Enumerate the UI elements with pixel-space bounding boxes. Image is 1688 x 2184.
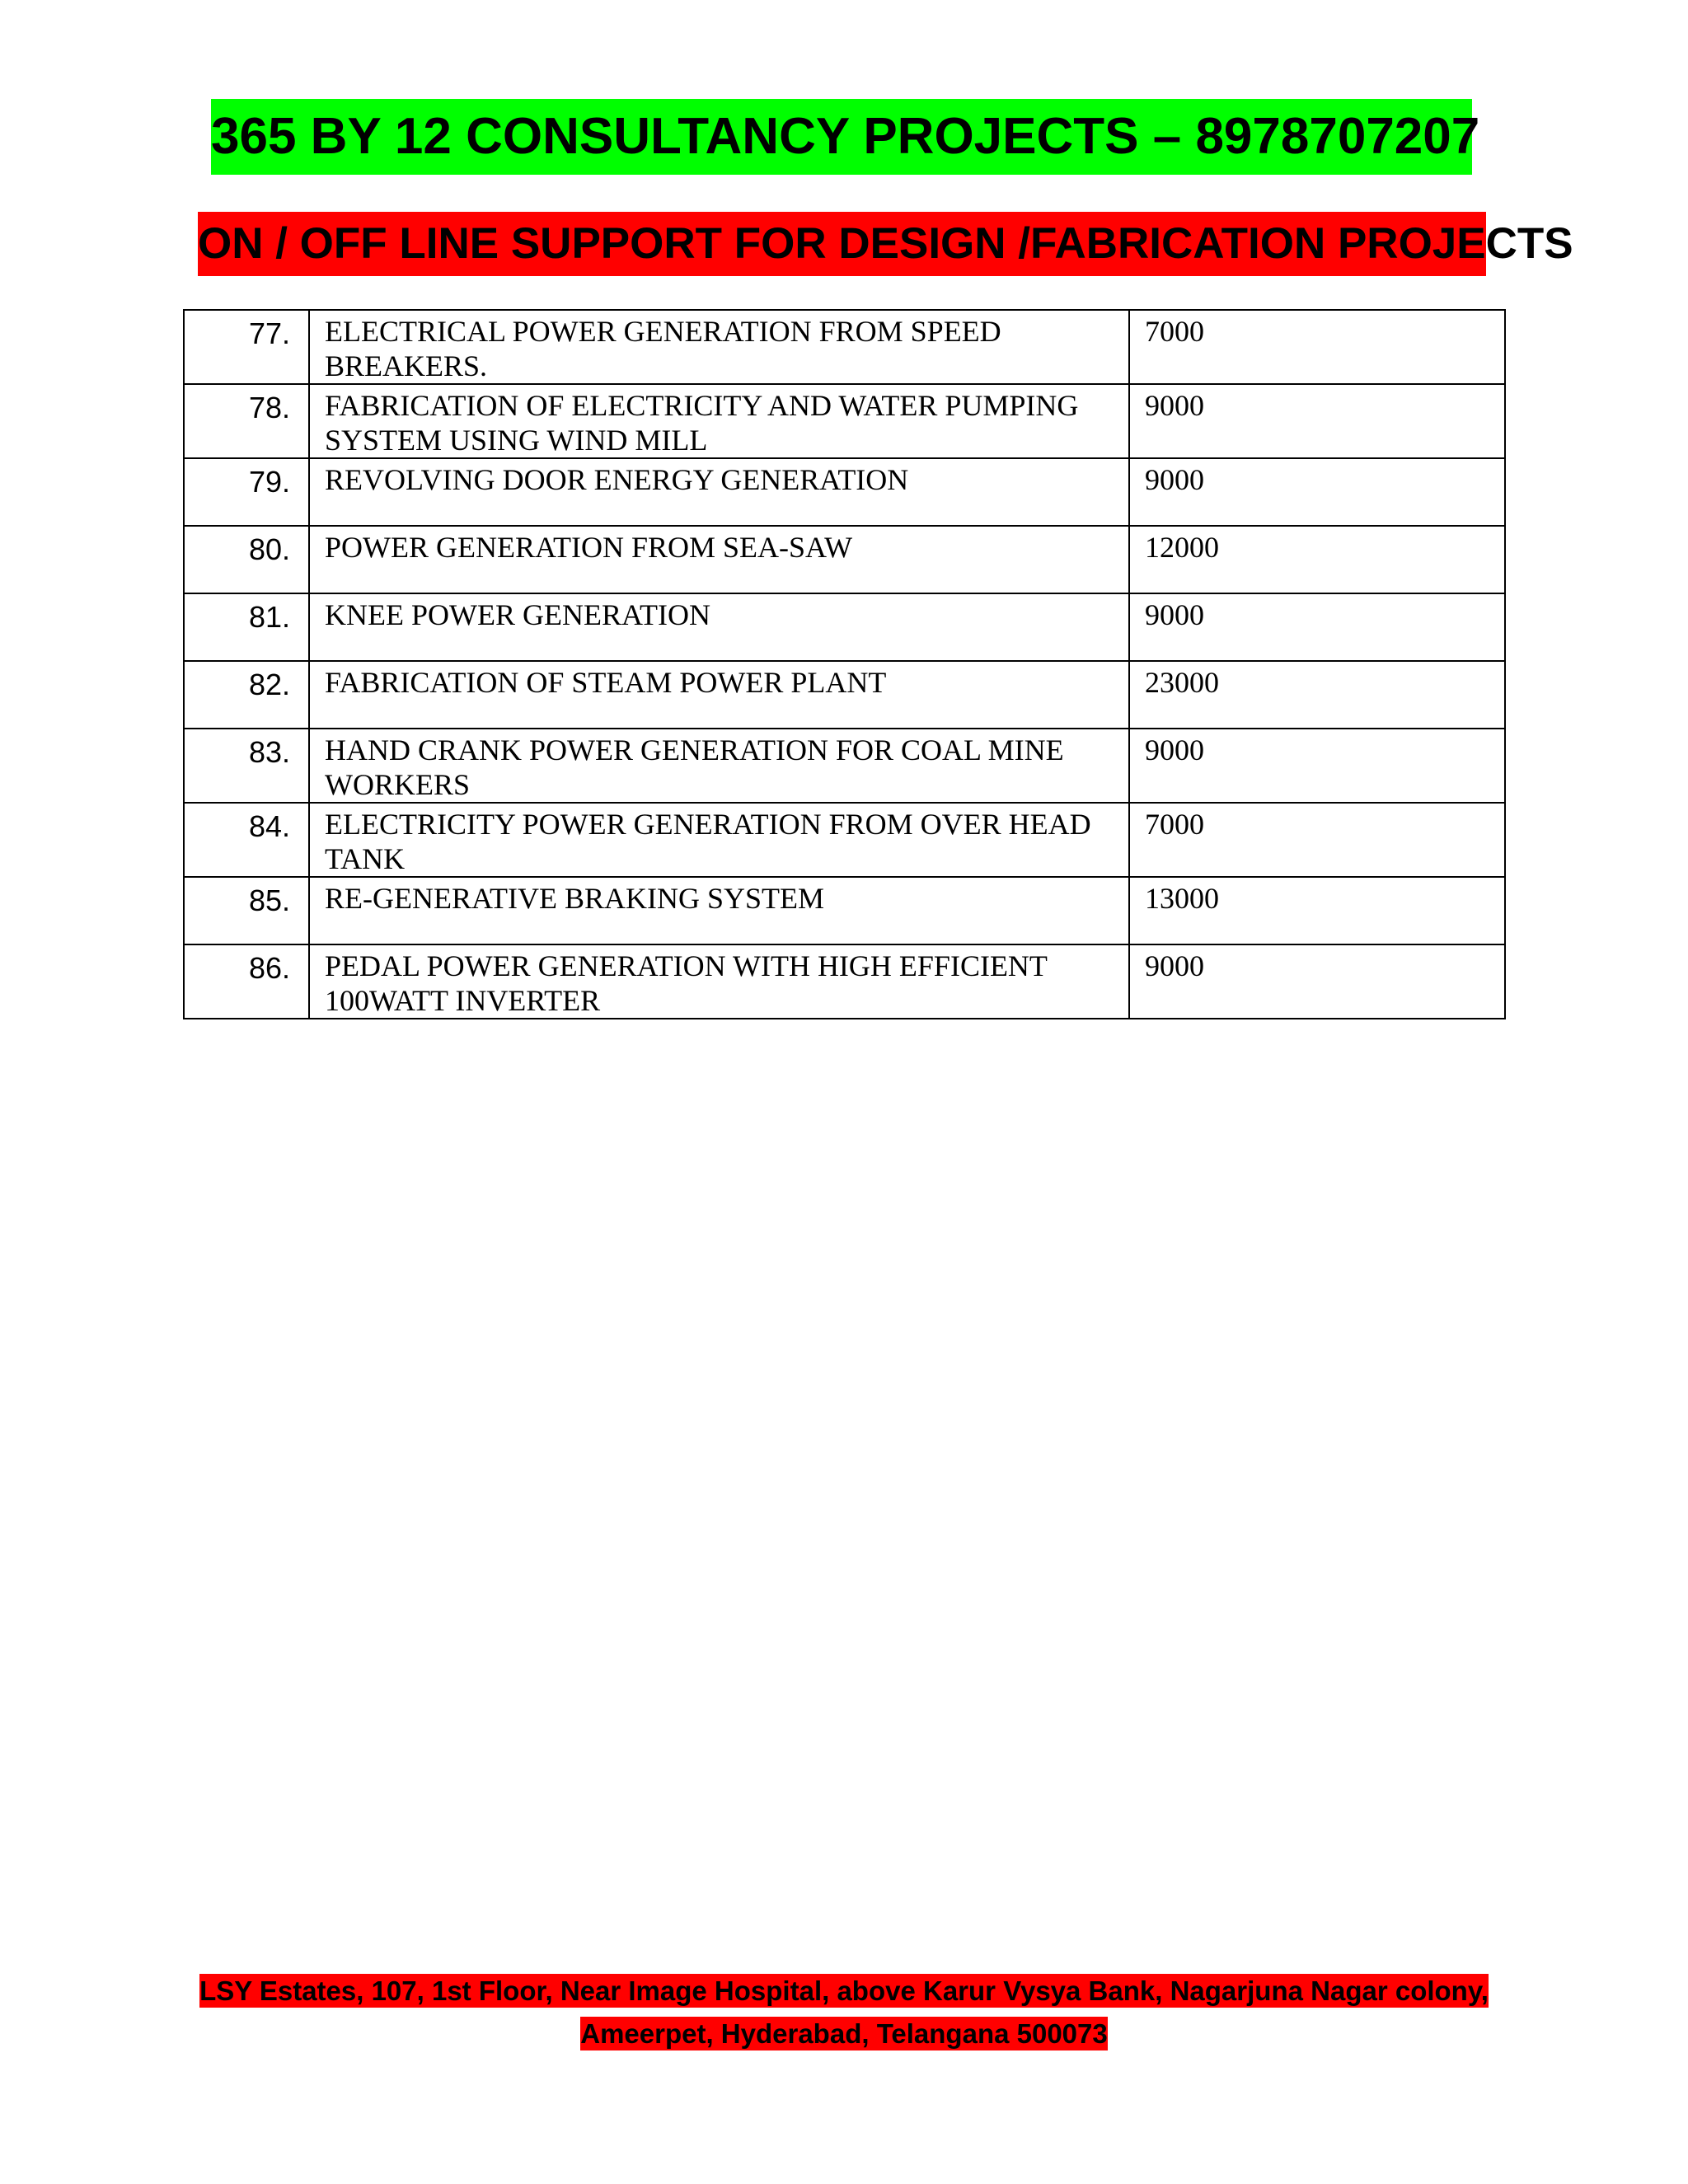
table-row — [184, 384, 1505, 458]
project-price: 9000 — [1129, 593, 1505, 661]
table-row — [184, 310, 1505, 384]
project-price: 9000 — [1129, 458, 1505, 526]
table-row — [184, 526, 1505, 593]
table-row — [184, 803, 1505, 877]
table-row — [184, 944, 1505, 1019]
project-number: 82. — [184, 661, 309, 729]
page-title: 365 BY 12 CONSULTANCY PROJECTS – 8978707207 — [211, 99, 1472, 175]
project-title: FABRICATION OF ELECTRICITY AND WATER PUMPING SYSTEM USING WIND MILL — [309, 384, 1129, 458]
project-price: 9000 — [1129, 729, 1505, 803]
table-row — [184, 458, 1505, 526]
address-line-2: Ameerpet, Hyderabad, Telangana 500073 — [580, 2018, 1108, 2049]
project-number: 86. — [184, 944, 309, 1019]
project-number: 85. — [184, 877, 309, 944]
project-title: POWER GENERATION FROM SEA-SAW — [309, 526, 1129, 593]
project-price: 9000 — [1129, 384, 1505, 458]
project-number: 80. — [184, 526, 309, 593]
page-subtitle: ON / OFF LINE SUPPORT FOR DESIGN /FABRICATION PROJECTS — [198, 212, 1486, 276]
footer-address — [0, 1970, 1688, 2055]
table-row — [184, 729, 1505, 803]
project-title: RE-GENERATIVE BRAKING SYSTEM — [309, 877, 1129, 944]
table-row — [184, 877, 1505, 944]
project-number: 81. — [184, 593, 309, 661]
project-price: 13000 — [1129, 877, 1505, 944]
project-number: 77. — [184, 310, 309, 384]
address-line-1: LSY Estates, 107, 1st Floor, Near Image Hospital, above Karur Vysya Bank, Nagarjuna Nagar colony, — [199, 1975, 1489, 2006]
project-number: 83. — [184, 729, 309, 803]
project-title: HAND CRANK POWER GENERATION FOR COAL MINE WORKERS — [309, 729, 1129, 803]
project-number: 79. — [184, 458, 309, 526]
project-title: ELECTRICITY POWER GENERATION FROM OVER HEAD TANK — [309, 803, 1129, 877]
project-number: 84. — [184, 803, 309, 877]
table-row — [184, 593, 1505, 661]
project-price: 9000 — [1129, 944, 1505, 1019]
projects-table — [183, 309, 1506, 1019]
project-title: KNEE POWER GENERATION — [309, 593, 1129, 661]
table-row — [184, 661, 1505, 729]
project-price: 7000 — [1129, 310, 1505, 384]
project-price: 23000 — [1129, 661, 1505, 729]
project-title: PEDAL POWER GENERATION WITH HIGH EFFICIENT 100WATT INVERTER — [309, 944, 1129, 1019]
project-price: 12000 — [1129, 526, 1505, 593]
project-title: FABRICATION OF STEAM POWER PLANT — [309, 661, 1129, 729]
project-number: 78. — [184, 384, 309, 458]
project-price: 7000 — [1129, 803, 1505, 877]
project-title: REVOLVING DOOR ENERGY GENERATION — [309, 458, 1129, 526]
project-title: ELECTRICAL POWER GENERATION FROM SPEED BREAKERS. — [309, 310, 1129, 384]
